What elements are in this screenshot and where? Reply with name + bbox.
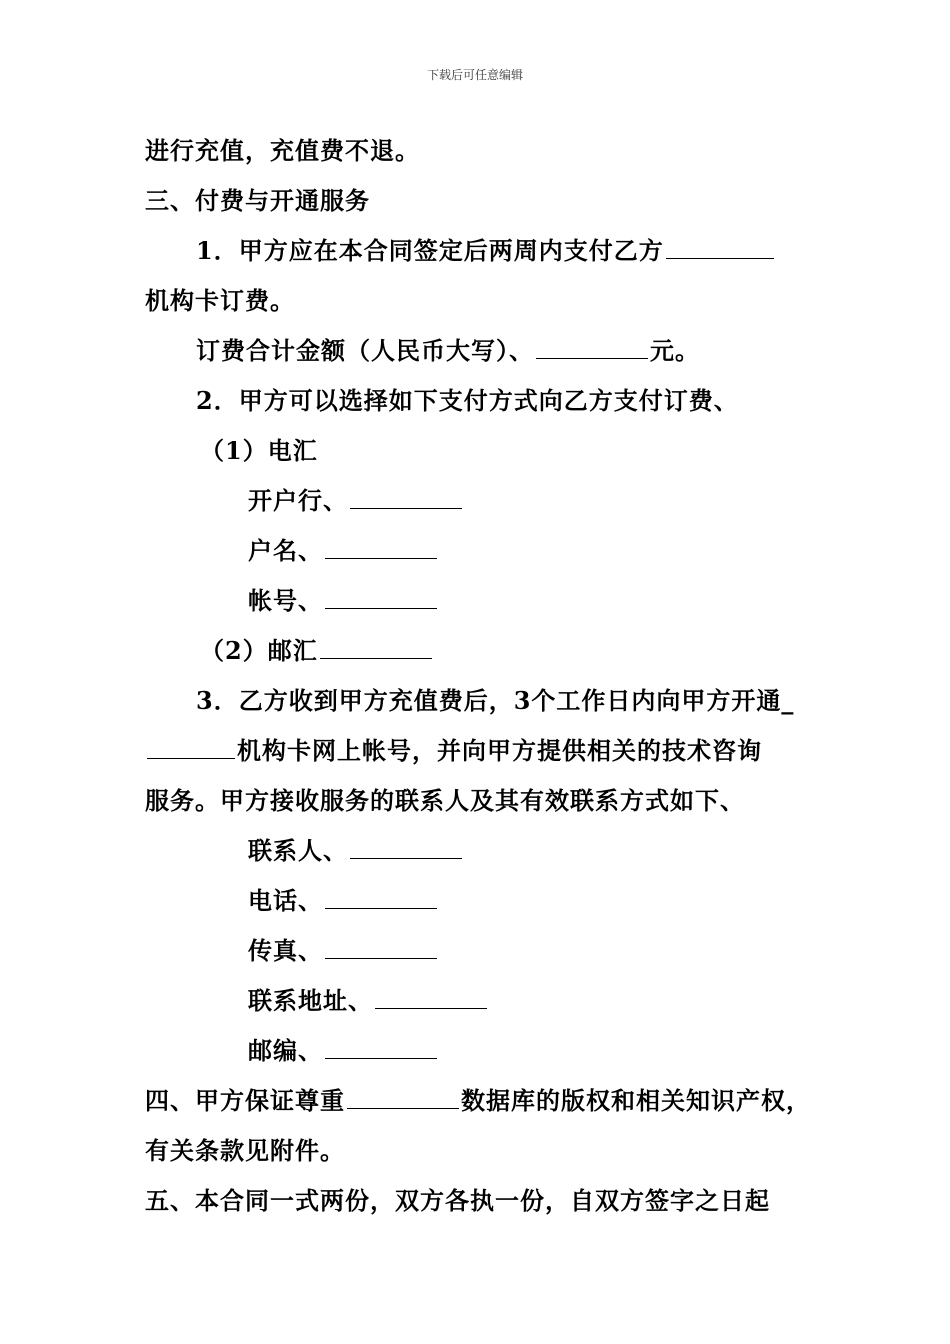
fill-blank[interactable] <box>325 586 437 609</box>
text-line: 机构卡订费。 <box>145 286 295 315</box>
section-heading-3: 三、付费与开通服务 <box>145 186 370 215</box>
fill-blank[interactable] <box>325 536 437 559</box>
fill-blank[interactable] <box>375 986 487 1009</box>
text-line: 邮编、 <box>248 1036 439 1066</box>
fill-blank[interactable] <box>325 886 437 909</box>
text-line: 联系人、 <box>248 836 464 866</box>
text-line: 开户行、 <box>248 486 464 516</box>
text-line: 机构卡网上帐号，并向甲方提供相关的技术咨询 <box>145 736 762 766</box>
text-line: 进行充值，充值费不退。 <box>145 136 420 165</box>
text-line: 传真、 <box>248 936 439 966</box>
fill-blank[interactable] <box>147 736 235 759</box>
fill-blank[interactable] <box>325 1036 437 1059</box>
text-line: 订费合计金额（人民币大写）、 元。 <box>196 336 700 365</box>
text-line: 电话、 <box>248 886 439 916</box>
fill-blank[interactable] <box>350 486 462 509</box>
section-heading-4: 四、甲方保证尊重 数据库的版权和相关知识产权， <box>145 1086 811 1115</box>
page-header: 下载后可任意编辑 <box>426 68 523 82</box>
text-line: 户名、 <box>248 536 439 566</box>
text-line: 联系地址、 <box>248 986 489 1016</box>
text-line: （1）电汇 <box>200 436 318 465</box>
fill-blank[interactable] <box>666 236 774 259</box>
text-line: 1．甲方应在本合同签定后两周内支付乙方 <box>196 236 776 266</box>
text-line: 服务。甲方接收服务的联系人及其有效联系方式如下、 <box>145 786 745 815</box>
fill-blank[interactable] <box>347 1086 459 1109</box>
section-heading-5: 五、本合同一式两份，双方各执一份，自双方签字之日起 <box>145 1186 770 1215</box>
text-line: 2．甲方可以选择如下支付方式向乙方支付订费、 <box>196 386 739 415</box>
text-line: 有关条款见附件。 <box>145 1136 345 1165</box>
fill-blank[interactable] <box>536 336 648 359</box>
text-line: 3．乙方收到甲方充值费后，3个工作日内向甲方开通_ <box>196 686 795 715</box>
fill-blank[interactable] <box>350 836 462 859</box>
text-line: 帐号、 <box>248 586 439 616</box>
text-line: （2）邮汇 <box>200 636 434 666</box>
fill-blank[interactable] <box>325 936 437 959</box>
fill-blank[interactable] <box>320 636 432 659</box>
